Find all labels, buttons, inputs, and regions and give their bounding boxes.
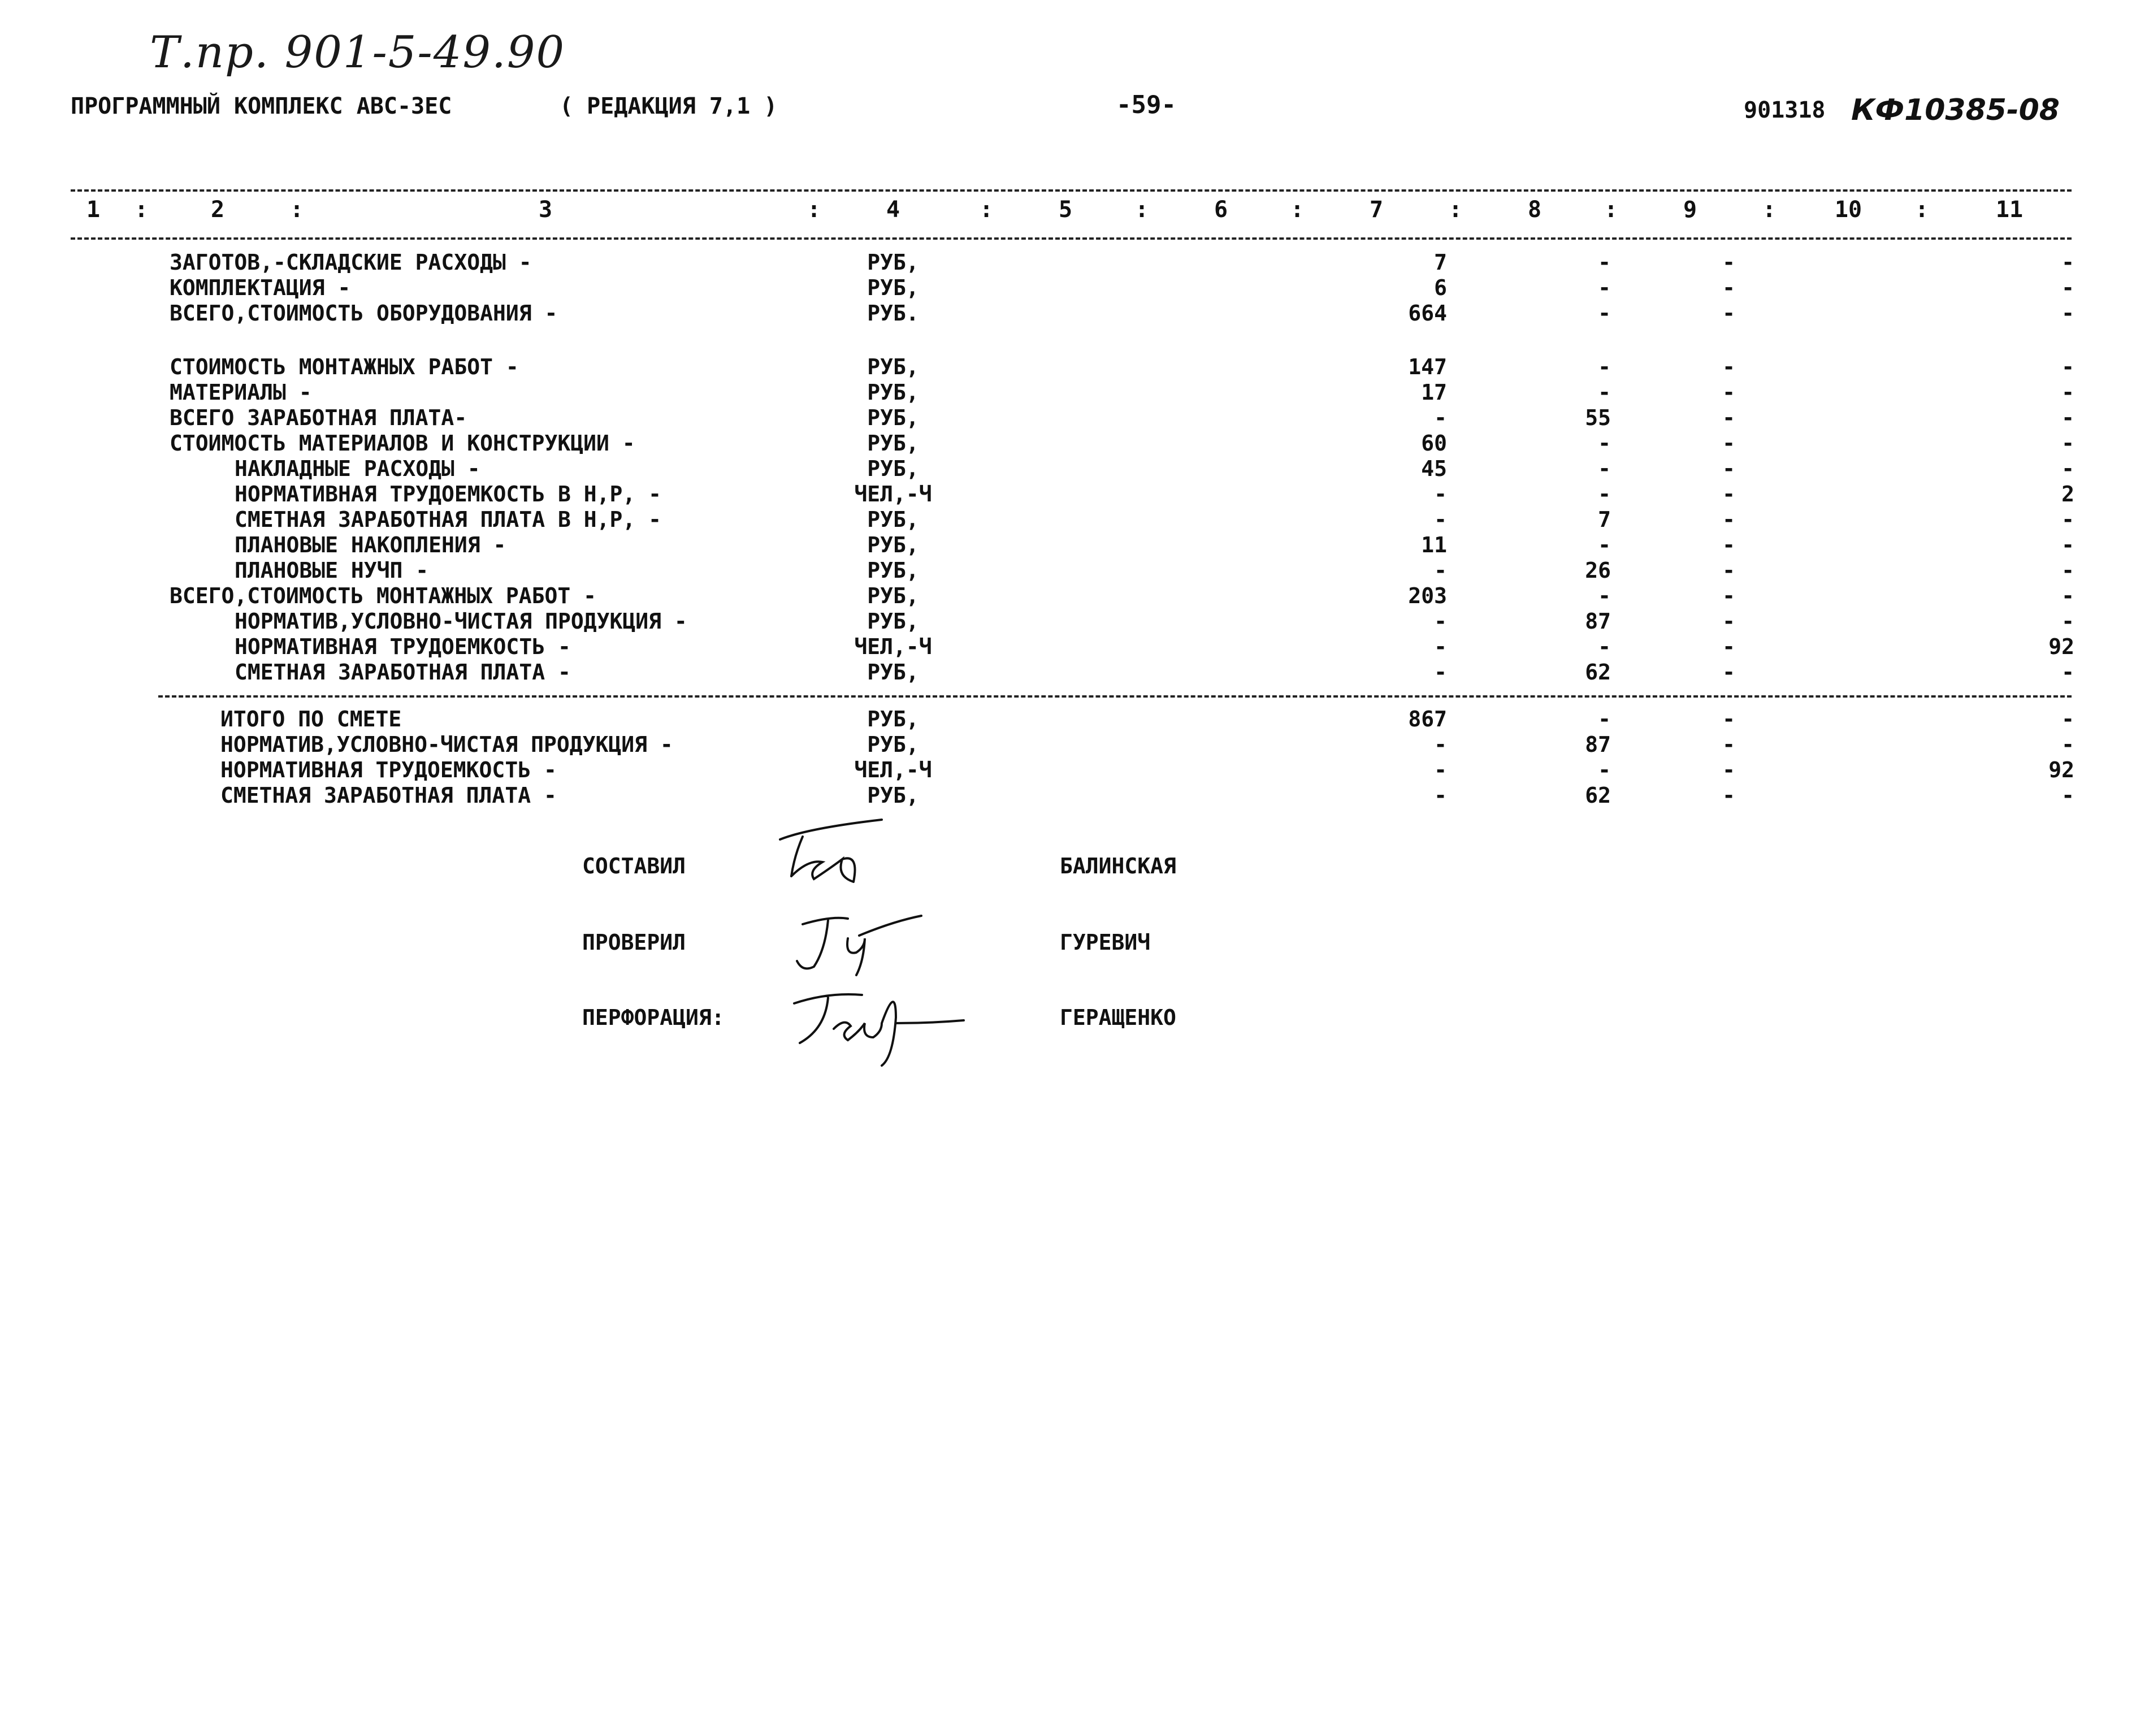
row-label: ПЛАНОВЫЕ НУЧП - <box>235 558 429 583</box>
cell-col-11: - <box>2061 533 2074 557</box>
page-number: -59- <box>1116 90 1176 119</box>
cell-col-9: - <box>1722 507 1735 532</box>
table-header-rule <box>71 237 2072 240</box>
cell-col-7: - <box>1434 634 1447 659</box>
row-label: НОРМАТИВ,УСЛОВНО-ЧИСТАЯ ПРОДУКЦИЯ - <box>220 732 673 757</box>
row-label: СМЕТНАЯ ЗАРАБОТНАЯ ПЛАТА - <box>235 660 571 685</box>
column-separator: : <box>1604 197 1618 223</box>
column-separator: : <box>289 197 304 223</box>
column-header: 4 <box>886 197 900 223</box>
cell-col-11: - <box>2061 431 2074 456</box>
row-label: КОМПЛЕКТАЦИЯ - <box>170 275 351 300</box>
row-label: ИТОГО ПО СМЕТЕ <box>220 707 402 731</box>
cell-col-7: - <box>1434 507 1447 532</box>
cell-col-9: - <box>1722 275 1735 300</box>
cell-col-8: 62 <box>1585 783 1611 808</box>
column-header: 9 <box>1683 197 1697 223</box>
row-unit: РУБ, <box>867 354 919 379</box>
cell-col-8: - <box>1598 380 1611 405</box>
program-title: ПРОГРАММНЫЙ КОМПЛЕКС АВС-3ЕС <box>71 93 452 119</box>
table-row <box>0 380 2136 405</box>
row-label: НОРМАТИВНАЯ ТРУДОЕМКОСТЬ - <box>220 757 557 782</box>
cell-col-7: 6 <box>1434 275 1447 300</box>
row-unit: РУБ, <box>867 707 919 731</box>
cell-col-11: - <box>2061 732 2074 757</box>
row-unit: РУБ. <box>867 301 919 326</box>
cell-col-11: 2 <box>2061 482 2074 506</box>
cell-col-9: - <box>1722 757 1735 782</box>
signature-role: ПРОВЕРИЛ <box>582 930 686 955</box>
column-separator: : <box>1914 197 1929 223</box>
row-unit: РУБ, <box>867 275 919 300</box>
cell-col-8: - <box>1598 275 1611 300</box>
row-label: НОРМАТИВНАЯ ТРУДОЕМКОСТЬ - <box>235 634 571 659</box>
table-row <box>0 431 2136 456</box>
row-unit: РУБ, <box>867 533 919 557</box>
cell-col-8: - <box>1598 456 1611 481</box>
row-unit: РУБ, <box>867 507 919 532</box>
cell-col-9: - <box>1722 405 1735 430</box>
row-unit: ЧЕЛ,-Ч <box>854 482 932 506</box>
table-row <box>0 482 2136 507</box>
cell-col-8: - <box>1598 431 1611 456</box>
column-header: 11 <box>1995 197 2024 223</box>
document-code: КФ10385-08 <box>1851 93 2060 127</box>
cell-col-9: - <box>1722 660 1735 685</box>
column-header-row <box>0 197 2136 225</box>
cell-col-11: - <box>2061 609 2074 634</box>
table-row <box>0 783 2136 808</box>
cell-col-9: - <box>1722 558 1735 583</box>
row-unit: РУБ, <box>867 583 919 608</box>
row-unit: ЧЕЛ,-Ч <box>854 757 932 782</box>
cell-col-11: - <box>2061 507 2074 532</box>
cell-col-9: - <box>1722 380 1735 405</box>
cell-col-8: - <box>1598 757 1611 782</box>
row-unit: РУБ, <box>867 431 919 456</box>
table-row <box>0 250 2136 275</box>
cell-col-8: - <box>1598 354 1611 379</box>
column-header: 1 <box>86 197 101 223</box>
table-row <box>0 275 2136 301</box>
row-unit: РУБ, <box>867 609 919 634</box>
row-label: НОРМАТИВ,УСЛОВНО-ЧИСТАЯ ПРОДУКЦИЯ - <box>235 609 687 634</box>
table-row <box>0 507 2136 533</box>
signature-name: ГУРЕВИЧ <box>1060 930 1151 955</box>
cell-col-7: 203 <box>1408 583 1447 608</box>
cell-col-7: 147 <box>1408 354 1447 379</box>
cell-col-11: - <box>2061 354 2074 379</box>
column-separator: : <box>1134 197 1149 223</box>
cell-col-7: - <box>1434 660 1447 685</box>
cell-col-11: - <box>2061 456 2074 481</box>
cell-col-7: - <box>1434 783 1447 808</box>
signature-name: БАЛИНСКАЯ <box>1060 854 1176 878</box>
totals-rule <box>158 695 2072 698</box>
table-row <box>0 732 2136 757</box>
cell-col-11: - <box>2061 405 2074 430</box>
table-row <box>0 558 2136 583</box>
cell-col-8: - <box>1598 482 1611 506</box>
cell-col-11: 92 <box>2048 757 2074 782</box>
row-unit: РУБ, <box>867 732 919 757</box>
cell-col-8: - <box>1598 634 1611 659</box>
cell-col-9: - <box>1722 431 1735 456</box>
column-header: 8 <box>1527 197 1542 223</box>
row-label: ВСЕГО ЗАРАБОТНАЯ ПЛАТА- <box>170 405 467 430</box>
cell-col-11: - <box>2061 558 2074 583</box>
table-row <box>0 354 2136 380</box>
row-label: МАТЕРИАЛЫ - <box>170 380 312 405</box>
cell-col-7: - <box>1434 732 1447 757</box>
signature-scribble-icon <box>783 978 969 1068</box>
row-label: СМЕТНАЯ ЗАРАБОТНАЯ ПЛАТА - <box>220 783 557 808</box>
cell-col-8: - <box>1598 583 1611 608</box>
cell-col-8: 55 <box>1585 405 1611 430</box>
cell-col-11: - <box>2061 660 2074 685</box>
cell-col-9: - <box>1722 482 1735 506</box>
cell-col-8: 87 <box>1585 609 1611 634</box>
cell-col-9: - <box>1722 354 1735 379</box>
cell-col-7: 7 <box>1434 250 1447 275</box>
cell-col-7: 60 <box>1421 431 1447 456</box>
cell-col-7: 45 <box>1421 456 1447 481</box>
cell-col-11: - <box>2061 275 2074 300</box>
signature-scribble-icon <box>769 814 899 888</box>
cell-col-8: 26 <box>1585 558 1611 583</box>
column-separator: : <box>134 197 149 223</box>
signature-name: ГЕРАЩЕНКО <box>1060 1005 1176 1030</box>
cell-col-8: 62 <box>1585 660 1611 685</box>
row-unit: ЧЕЛ,-Ч <box>854 634 932 659</box>
cell-col-7: 17 <box>1421 380 1447 405</box>
column-header: 2 <box>210 197 225 223</box>
cell-col-11: 92 <box>2048 634 2074 659</box>
row-unit: РУБ, <box>867 558 919 583</box>
handwritten-reference: Т.пр. 901-5-49.90 <box>150 27 566 78</box>
cell-col-7: 867 <box>1408 707 1447 731</box>
cell-col-9: - <box>1722 732 1735 757</box>
row-unit: РУБ, <box>867 783 919 808</box>
cell-col-11: - <box>2061 301 2074 326</box>
cell-col-11: - <box>2061 380 2074 405</box>
column-header: 7 <box>1369 197 1384 223</box>
cell-col-7: 11 <box>1421 533 1447 557</box>
column-separator: : <box>1448 197 1463 223</box>
table-top-rule <box>71 189 2072 192</box>
cell-col-11: - <box>2061 583 2074 608</box>
column-separator: : <box>1290 197 1305 223</box>
cell-col-9: - <box>1722 609 1735 634</box>
table-row <box>0 634 2136 660</box>
cell-col-7: - <box>1434 482 1447 506</box>
column-separator: : <box>1762 197 1777 223</box>
cell-col-9: - <box>1722 783 1735 808</box>
document-number: 901318 <box>1744 97 1826 123</box>
cell-col-9: - <box>1722 533 1735 557</box>
table-row <box>0 405 2136 431</box>
row-unit: РУБ, <box>867 456 919 481</box>
cell-col-8: - <box>1598 707 1611 731</box>
row-unit: РУБ, <box>867 250 919 275</box>
column-header: 6 <box>1214 197 1228 223</box>
cell-col-11: - <box>2061 250 2074 275</box>
edition-label: ( РЕДАКЦИЯ 7,1 ) <box>560 93 778 119</box>
cell-col-8: 7 <box>1598 507 1611 532</box>
cell-col-8: - <box>1598 250 1611 275</box>
row-unit: РУБ, <box>867 405 919 430</box>
cell-col-11: - <box>2061 783 2074 808</box>
cell-col-8: 87 <box>1585 732 1611 757</box>
row-label: ПЛАНОВЫЕ НАКОПЛЕНИЯ - <box>235 533 506 557</box>
row-label: СМЕТНАЯ ЗАРАБОТНАЯ ПЛАТА В Н,Р, - <box>235 507 661 532</box>
row-label: ЗАГОТОВ,-СКЛАДСКИЕ РАСХОДЫ - <box>170 250 532 275</box>
signature-role: СОСТАВИЛ <box>582 854 686 878</box>
table-row <box>0 301 2136 326</box>
signature-scribble-icon <box>780 904 927 984</box>
row-label: СТОИМОСТЬ МАТЕРИАЛОВ И КОНСТРУКЦИИ - <box>170 431 635 456</box>
cell-col-9: - <box>1722 634 1735 659</box>
table-row <box>0 533 2136 558</box>
row-unit: РУБ, <box>867 660 919 685</box>
cell-col-7: - <box>1434 757 1447 782</box>
row-label: СТОИМОСТЬ МОНТАЖНЫХ РАБОТ - <box>170 354 519 379</box>
table-row <box>0 707 2136 732</box>
cell-col-9: - <box>1722 301 1735 326</box>
row-label: НОРМАТИВНАЯ ТРУДОЕМКОСТЬ В Н,Р, - <box>235 482 661 506</box>
cell-col-7: 664 <box>1408 301 1447 326</box>
table-row <box>0 609 2136 634</box>
cell-col-9: - <box>1722 583 1735 608</box>
table-row <box>0 456 2136 482</box>
signature-role: ПЕРФОРАЦИЯ: <box>582 1005 725 1030</box>
cell-col-9: - <box>1722 250 1735 275</box>
cell-col-9: - <box>1722 456 1735 481</box>
cell-col-7: - <box>1434 405 1447 430</box>
cell-col-7: - <box>1434 609 1447 634</box>
cell-col-8: - <box>1598 533 1611 557</box>
table-row <box>0 660 2136 685</box>
row-label: НАКЛАДНЫЕ РАСХОДЫ - <box>235 456 480 481</box>
cell-col-7: - <box>1434 558 1447 583</box>
table-row <box>0 757 2136 783</box>
cell-col-9: - <box>1722 707 1735 731</box>
cell-col-11: - <box>2061 707 2074 731</box>
table-row <box>0 583 2136 609</box>
row-label: ВСЕГО,СТОИМОСТЬ ОБОРУДОВАНИЯ - <box>170 301 558 326</box>
row-unit: РУБ, <box>867 380 919 405</box>
column-header: 5 <box>1058 197 1073 223</box>
column-header: 3 <box>538 197 553 223</box>
column-separator: : <box>807 197 821 223</box>
row-label: ВСЕГО,СТОИМОСТЬ МОНТАЖНЫХ РАБОТ - <box>170 583 596 608</box>
column-header: 10 <box>1834 197 1862 223</box>
column-separator: : <box>979 197 994 223</box>
cell-col-8: - <box>1598 301 1611 326</box>
